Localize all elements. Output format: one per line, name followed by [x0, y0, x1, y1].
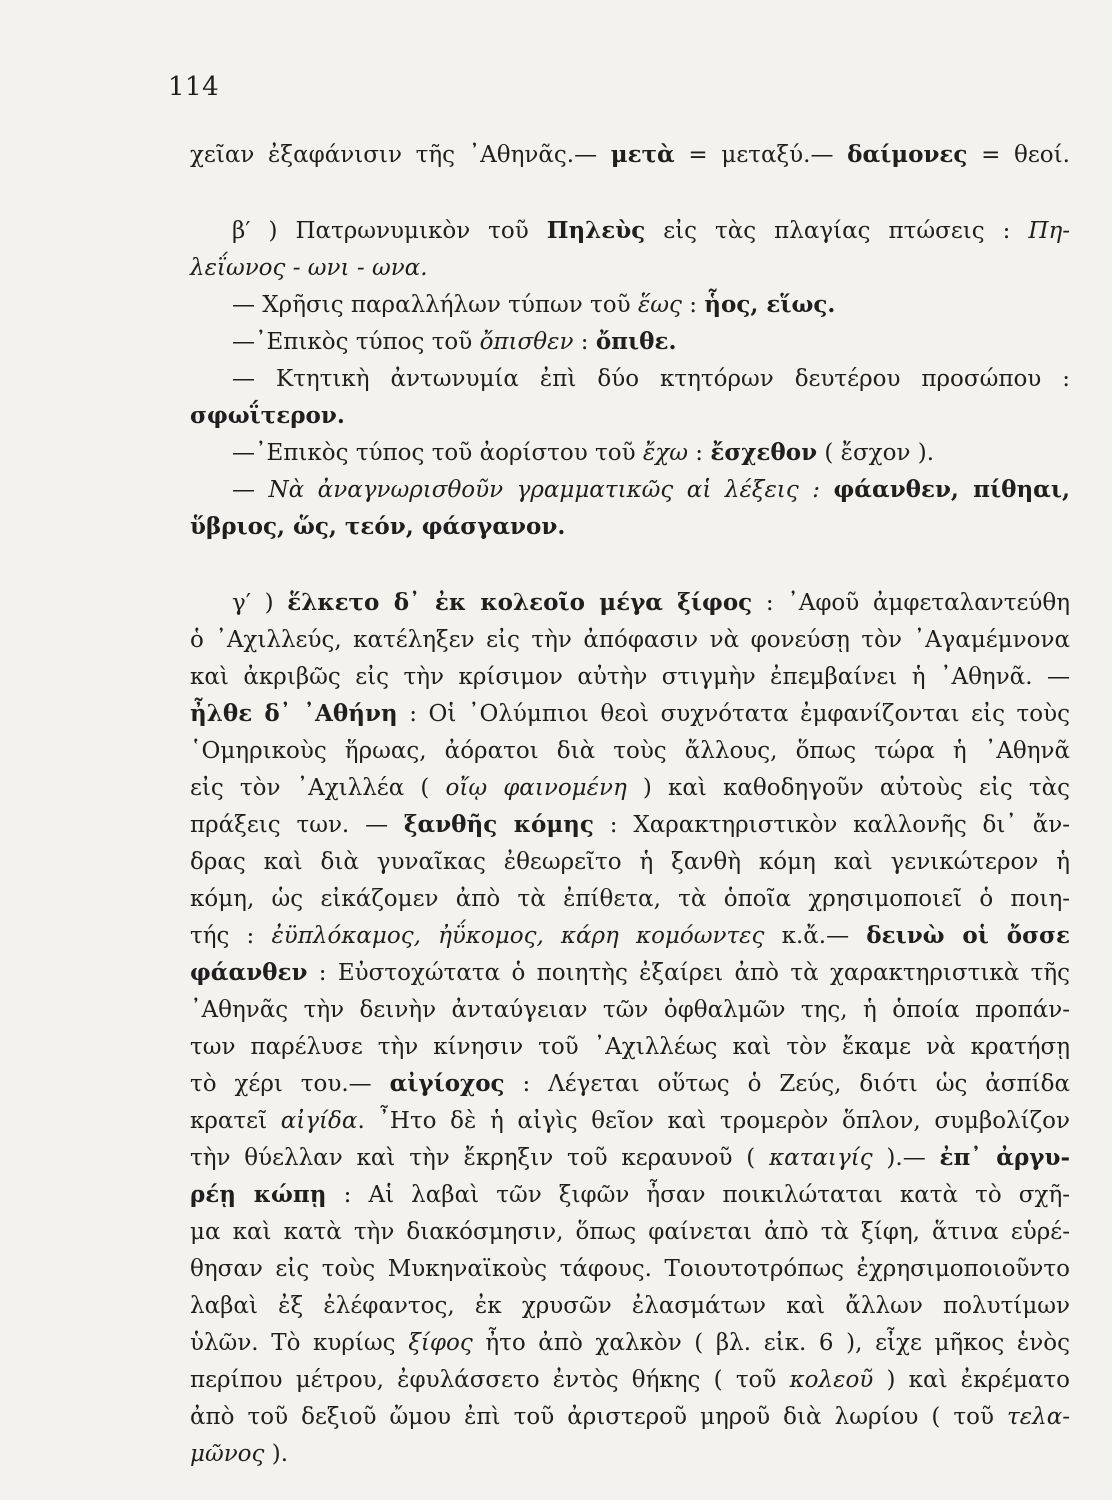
text-segment: ᾿Αθηνᾶς τὴν δεινὴν ἀνταύγειαν τῶν ὀφθαλμῶν της, ἡ ὁποία προπάν-	[190, 997, 1070, 1023]
text-line	[232, 327, 1070, 357]
bold-term: μετὰ	[610, 141, 675, 168]
italic-text: λεΐωνος - ωνι - ωνα.	[190, 255, 428, 281]
text-line	[190, 1291, 1070, 1321]
text-segment: ὑλῶν. Τὸ κυρίως	[190, 1330, 409, 1356]
text-segment: περίπου μέτρου, ἐφυλάσσετο ἐντὸς θήκης ( τοῦ	[190, 1367, 790, 1393]
bold-term: ἧος, εἵως.	[704, 291, 836, 318]
text-segment: :	[687, 440, 711, 466]
text-segment: — Κτητικὴ ἀντωνυμία ἐπὶ δύο κτητόρων δευτέρου προσώπου :	[232, 366, 1070, 392]
text-line	[190, 662, 1070, 692]
italic-text: κολεοῦ	[789, 1367, 874, 1393]
text-segment: ).—	[872, 1145, 940, 1171]
text-line	[190, 1365, 1070, 1395]
text-segment: ) καὶ καθοδηγοῦν αὐτοὺς εἰς τὰς	[626, 775, 1071, 801]
bold-term: φάανθεν	[190, 959, 308, 986]
text-line	[190, 773, 1070, 803]
bold-term: ρέῃ κώπῃ	[190, 1181, 327, 1208]
bold-term: Πηλεὺς	[546, 217, 646, 244]
bold-term: ξανθῆς κόμης	[403, 811, 594, 838]
text-line	[190, 1069, 1070, 1099]
text-segment: :	[681, 292, 705, 318]
page-number: 114	[168, 72, 220, 102]
bold-term: φάανθεν, πίθηαι,	[833, 476, 1071, 503]
text-line	[190, 253, 1070, 283]
text-segment: λαβαὶ ἐξ ἐλέφαντος, ἐκ χρυσῶν ἐλασμάτων καὶ ἄλλων πολυτίμων	[190, 1293, 1070, 1319]
text-line	[190, 140, 1070, 170]
bold-term: αἰγίοχος	[389, 1070, 505, 1097]
text-segment: εἰς τὰς πλαγίας πτώσεις :	[645, 218, 1029, 244]
text-segment: καὶ ἀκριβῶς εἰς τὴν κρίσιμον αὐτὴν στιγμὴν ἐπεμβαίνει ἡ ᾿Αθηνᾶ. —	[190, 664, 1070, 690]
text-segment: τής :	[190, 923, 272, 949]
text-segment: κρατεῖ	[190, 1108, 281, 1134]
text-segment: : ᾿Αφοῦ ἀμφεταλαντεύθη	[752, 590, 1070, 616]
text-segment: γ′ )	[232, 590, 288, 616]
bold-term: ὕβριος, ὥς, τεόν, φάσγανον.	[190, 513, 566, 540]
text-segment: —᾿Επικὸς τύπος τοῦ	[232, 329, 480, 355]
text-segment: : Οἱ ᾿Ολύμπιοι θεοὶ συχνότατα ἐμφανίζονται εἰς τοὺς	[397, 701, 1070, 727]
text-segment: : Λέγεται οὕτως ὁ Ζεύς, διότι ὡς ἀσπίδα	[504, 1071, 1070, 1097]
bold-term: δαίμονες	[847, 141, 968, 168]
text-segment: : Χαρακτηριστικὸν καλλονῆς δι᾿ ἄν-	[593, 812, 1071, 838]
bold-term: σφωΐτερον.	[190, 402, 345, 429]
text-segment: β′ ) Πατρωνυμικὸν τοῦ	[232, 218, 547, 244]
text-segment: ἦτο ἀπὸ χαλκὸν ( βλ. εἰκ. 6 ), εἶχε μῆκος ἑνὸς	[472, 1330, 1070, 1356]
text-segment: = μεταξύ.—	[674, 142, 848, 168]
text-segment: ) καὶ ἐκρέματο	[873, 1367, 1070, 1393]
text-line	[190, 1328, 1070, 1358]
text-segment: μα καὶ κατὰ τὴν διακόσμησιν, ὅπως φαίνεται ἀπὸ τὰ ξίφη, ἅτινα εὑρέ-	[190, 1219, 1070, 1245]
text-segment: ( ἔσχον ).	[817, 440, 935, 466]
text-line	[190, 847, 1070, 877]
text-line	[190, 1439, 1070, 1469]
text-line	[232, 216, 1070, 246]
text-segment: δρας καὶ διὰ γυναῖκας ἐθεωρεῖτο ἡ ξανθὴ κόμη καὶ γενικώτερον ἡ	[190, 849, 1070, 875]
italic-text: ὄπισθεν	[479, 329, 574, 355]
text-line	[190, 401, 1070, 431]
text-line	[190, 1106, 1070, 1136]
text-segment: : Εὐστοχώτατα ὁ ποιητὴς ἐξαίρει ἀπὸ τὰ χαρακτηριστικὰ τῆς	[307, 960, 1070, 986]
text-line	[190, 699, 1070, 729]
italic-text: ἐϋπλόκαμος, ἠΰκομος, κάρη κομόωντες	[271, 923, 765, 949]
italic-text: Πη-	[1028, 218, 1070, 244]
text-line	[232, 588, 1070, 618]
text-line	[190, 1032, 1070, 1062]
text-segment: των παρέλυσε τὴν κίνησιν τοῦ ᾿Αχιλλέως καὶ τὸν ἔκαμε νὰ κρατήσῃ	[190, 1034, 1070, 1060]
text-segment: εἰς τὸν ᾿Αχιλλέα (	[190, 775, 446, 801]
text-line	[232, 290, 1070, 320]
text-line	[190, 958, 1070, 988]
text-segment: — Χρῆσις παραλλήλων τύπων τοῦ	[232, 292, 638, 318]
italic-text: ξίφος	[408, 1330, 473, 1356]
italic-text: ἔχω	[642, 440, 688, 466]
text-line	[190, 1254, 1070, 1284]
italic-text: καταιγίς	[769, 1145, 873, 1171]
text-line	[190, 1180, 1070, 1210]
text-line	[190, 1402, 1070, 1432]
text-segment: κ.ἄ.—	[764, 923, 867, 949]
text-segment: τὸ χέρι του.—	[190, 1071, 390, 1097]
bold-term: ὄπιθε.	[595, 328, 677, 355]
text-line	[190, 884, 1070, 914]
italic-text: οἴῳ φαινομένη	[445, 775, 627, 801]
bold-term: ἔσχεθον	[710, 439, 818, 466]
text-segment: θησαν εἰς τοὺς Μυκηναϊκοὺς τάφους. Τοιουτοτρόπως ἐχρησιμοποιοῦντο	[190, 1256, 1070, 1282]
bold-term: δεινὼ οἱ ὄσσε	[866, 922, 1070, 949]
text-segment: ἀπὸ τοῦ δεξιοῦ ὤμου ἐπὶ τοῦ ἀριστεροῦ μηροῦ διὰ λωρίου ( τοῦ	[190, 1404, 1008, 1430]
text-segment: : Αἱ λαβαὶ τῶν ξιφῶν ἦσαν ποικιλώταται κατὰ τὸ σχῆ-	[326, 1182, 1070, 1208]
text-line	[190, 512, 1070, 542]
text-line	[190, 1217, 1070, 1247]
text-segment: —᾿Επικὸς τύπος τοῦ ἀορίστου τοῦ	[232, 440, 643, 466]
bold-term: ἐπ᾿ ἀργυ-	[939, 1144, 1070, 1171]
text-segment: χεῖαν ἐξαφάνισιν τῆς ᾿Αθηνᾶς.—	[190, 142, 611, 168]
text-segment: τὴν θύελλαν καὶ τὴν ἔκρηξιν τοῦ κεραυνοῦ (	[190, 1145, 770, 1171]
text-segment: . ῏Ητο δὲ ἡ αἰγὶς θεῖον καὶ τρομερὸν ὅπλον, συμβολίζον	[357, 1108, 1070, 1134]
text-line	[190, 921, 1070, 951]
text-segment: κόμη, ὡς εἰκάζομεν ἀπὸ τὰ ἐπίθετα, τὰ ὁποῖα χρησιμοποιεῖ ὁ ποιη-	[190, 886, 1070, 912]
italic-text: αἰγίδα	[280, 1108, 358, 1134]
text-line	[232, 475, 1070, 505]
text-line	[190, 810, 1070, 840]
bold-term: ἕλκετο δ᾿ ἐκ κολεοῖο μέγα ξίφος	[287, 589, 753, 616]
text-line	[190, 1143, 1070, 1173]
text-line	[190, 625, 1070, 655]
italic-text: ἕως	[637, 292, 682, 318]
text-segment: ).	[264, 1441, 289, 1467]
italic-text: μῶνος	[190, 1441, 265, 1467]
italic-text: — Νὰ ἀναγνωρισθοῦν γραμματικῶς αἱ λέξεις :	[232, 477, 834, 503]
text-segment: πράξεις των. —	[190, 812, 404, 838]
bold-term: ἦλθε δ᾿ ᾿Αθήνη	[190, 700, 398, 727]
italic-text: τελα-	[1007, 1404, 1070, 1430]
text-line	[232, 364, 1070, 394]
text-segment: :	[573, 329, 596, 355]
text-line	[190, 995, 1070, 1025]
text-segment: ὁ ᾿Αχιλλεύς, κατέληξεν εἰς τὴν ἀπόφασιν νὰ φονεύσῃ τὸν ᾿Αγαμέμνονα	[190, 627, 1070, 653]
text-line	[232, 438, 1070, 468]
text-segment: ῾Ομηρικοὺς ἥρωας, ἀόρατοι διὰ τοὺς ἄλλους, ὅπως τώρα ἡ ᾿Αθηνᾶ	[190, 738, 1070, 764]
text-line	[190, 736, 1070, 766]
text-segment: = θεοί.	[967, 142, 1070, 168]
